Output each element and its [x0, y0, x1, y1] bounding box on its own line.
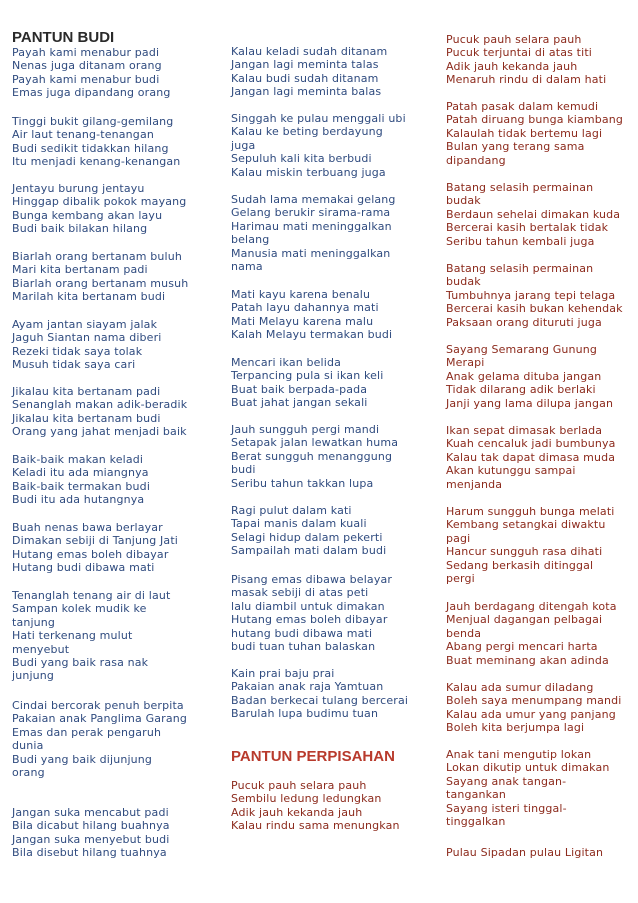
- poem-line: Mari kita bertanam padi: [12, 263, 148, 277]
- stanza-3-3: [446, 181, 636, 248]
- poem-line: tangankan: [446, 788, 506, 802]
- poem-line: Ragi pulut dalam kati: [231, 504, 352, 517]
- poem-line: Pucuk pauh selara pauh: [446, 33, 582, 46]
- poem-line: budi: [231, 463, 256, 477]
- stanza-2-3: [231, 193, 429, 273]
- poem-line: Hutang emas boleh dibayar: [231, 613, 388, 627]
- poem-line: Sedang berkasih ditinggal: [446, 558, 594, 572]
- poem-line: Jentayu burung jentayu: [12, 182, 145, 195]
- poem-line: Tidak dilarang adik berlaki: [446, 383, 596, 397]
- stanza-1-3: [12, 182, 210, 236]
- poem-line: Cindai bercorak penuh berpita: [12, 699, 184, 712]
- poem-line: Boleh saya menumpang mandi: [446, 694, 622, 708]
- stanza-2-2: [231, 112, 429, 179]
- poem-line: Mencari ikan belida: [231, 356, 341, 369]
- poem-line: Biarlah orang bertanam musuh: [12, 276, 189, 290]
- poem-line: Tinggi bukit gilang-gemilang: [12, 115, 174, 128]
- poem-line: Harum sungguh bunga melati: [446, 505, 615, 518]
- poem-line: Sayang Semarang Gunung: [446, 343, 598, 356]
- poem-line: Bulan yang terang sama: [446, 140, 585, 154]
- stanza-1-11: [12, 806, 210, 860]
- poem-line: pergi: [446, 572, 475, 586]
- poem-line: Akan kutunggu sampai: [446, 464, 576, 478]
- poem-line: Anak tani mengutip lokan: [446, 748, 592, 761]
- poem-line: pagi: [446, 531, 471, 545]
- poem-line: Kalau ada umur yang panjang: [446, 707, 616, 721]
- poem-line: Ayam jantan siayam jalak: [12, 318, 158, 331]
- poem-line: Dimakan sebiji di Tanjung Jati: [12, 534, 178, 548]
- heading-pantun-budi: PANTUN BUDI: [12, 29, 115, 46]
- poem-line: Seribu tahun takkan lupa: [231, 476, 374, 490]
- poem-line: Sepuluh kali kita berbudi: [231, 152, 372, 166]
- poem-line: Orang yang jahat menjadi baik: [12, 425, 187, 439]
- poem-line: Pucuk pauh selara pauh: [231, 779, 367, 792]
- poem-line: Senanglah makan adik-beradik: [12, 398, 188, 412]
- poem-line: Anak gelama dituba jangan: [446, 369, 602, 383]
- poem-line: Jaguh Siantan nama diberi: [12, 331, 162, 345]
- stanza-1-2: [12, 115, 210, 169]
- poem-line: Mati kayu karena benalu: [231, 288, 371, 301]
- poem-line: Pakaian anak Panglima Garang: [12, 712, 187, 726]
- stanza-3-5: [446, 343, 636, 410]
- poem-line: Berdaun sehelai dimakan kuda: [446, 207, 621, 221]
- poem-line: Hati terkenang mulut: [12, 629, 133, 643]
- poem-line: Jangan suka menyebut budi: [12, 832, 170, 846]
- poem-line: Kalaulah tidak bertemu lagi: [446, 126, 603, 140]
- poem-line: Boleh kita berjumpa lagi: [446, 721, 585, 735]
- poem-line: Tumbuhnya jarang tepi telaga: [446, 288, 616, 302]
- stanza-2-4: [231, 288, 429, 342]
- poem-line: Rezeki tidak saya tolak: [12, 344, 143, 358]
- poem-line: Kain prai baju prai: [231, 667, 335, 680]
- poem-line: Buah nenas bawa berlayar: [12, 521, 163, 534]
- poem-line: Lokan dikutip untuk dimakan: [446, 761, 610, 775]
- poem-line: Kuah cencaluk jadi bumbunya: [446, 437, 616, 451]
- poem-line: Buat jahat jangan sekali: [231, 396, 368, 410]
- stanza-1-8: [12, 521, 210, 575]
- poem-line: Marilah kita bertanam budi: [12, 290, 166, 304]
- poem-line: Biarlah orang bertanam buluh: [12, 250, 182, 263]
- stanza-1-4: [12, 250, 210, 304]
- stanza-1-1: [12, 46, 210, 100]
- poem-line: Kalau keladi sudah ditanam: [231, 45, 388, 58]
- poem-line: Payah kami menabur padi: [12, 46, 160, 59]
- poem-line: Hancur sungguh rasa dihati: [446, 545, 603, 559]
- poem-line: Bila dicabut hilang buahnya: [12, 819, 170, 833]
- poem-line: Adik jauh kekanda jauh: [446, 59, 578, 73]
- poem-line: Terpancing pula si ikan keli: [231, 369, 384, 383]
- poem-line: Ikan sepat dimasak berlada: [446, 424, 603, 437]
- poem-line: Hutang emas boleh dibayar: [12, 547, 169, 561]
- poem-line: Jangan lagi meminta balas: [231, 85, 382, 99]
- stanza-3-9: [446, 681, 636, 735]
- poem-line: Payah kami menabur budi: [12, 72, 160, 86]
- poem-line: Buat meminang akan adinda: [446, 653, 609, 667]
- stanza-3-1: [446, 33, 636, 87]
- poem-line: Jauh sungguh pergi mandi: [231, 423, 380, 436]
- poem-line: Pucuk terjuntai di atas titi: [446, 46, 593, 60]
- poem-line: belang: [231, 233, 270, 247]
- poem-line: Sampan kolek mudik ke: [12, 602, 147, 616]
- poem-line: Pisang emas dibawa belayar: [231, 573, 393, 586]
- poem-line: benda: [446, 626, 482, 640]
- poem-line: Batang selasih permainan: [446, 181, 594, 194]
- poem-line: dipandang: [446, 153, 506, 167]
- poem-line: Berat sungguh menanggung: [231, 449, 393, 463]
- poem-line: tanjung: [12, 615, 56, 629]
- poem-line: Gelang berukir sirama-rama: [231, 206, 391, 220]
- poem-line: Singgah ke pulau menggali ubi: [231, 112, 406, 125]
- poem-line: Tapai manis dalam kuali: [231, 517, 367, 531]
- poem-line: Patah layu dahannya mati: [231, 301, 379, 315]
- poem-line: Budi yang baik dijunjung: [12, 752, 153, 766]
- poem-line: Jangan lagi meminta talas: [231, 58, 379, 72]
- stanza-3-8: [446, 600, 636, 667]
- stanza-2-9: [231, 667, 429, 721]
- poem-line: Seribu tahun kembali juga: [446, 234, 595, 248]
- poem-line: Kembang setangkai diwaktu: [446, 518, 606, 532]
- poem-line: Tenanglah tenang air di laut: [12, 589, 171, 602]
- poem-line: dunia: [12, 739, 44, 753]
- poem-line: Hutang budi dibawa mati: [12, 561, 155, 575]
- poem-line: Pakaian anak raja Yamtuan: [231, 680, 384, 694]
- poem-line: juga: [231, 138, 256, 152]
- poem-line: Jikalau kita bertanam padi: [12, 385, 161, 398]
- poem-line: Menjual dagangan pelbagai: [446, 613, 603, 627]
- poem-line: Selagi hidup dalam pekerti: [231, 530, 383, 544]
- poem-line: Emas juga dipandang orang: [12, 86, 171, 100]
- stanza-3-4: [446, 262, 636, 329]
- poem-line: Menaruh rindu di dalam hati: [446, 73, 607, 87]
- poem-line: Emas dan perak pengaruh: [12, 725, 162, 739]
- poem-line: Sudah lama memakai gelang: [231, 193, 396, 206]
- poem-line: Mati Melayu karena malu: [231, 314, 374, 328]
- poem-line: Buat baik berpada-pada: [231, 382, 368, 396]
- poem-line: Hinggap dibalik pokok mayang: [12, 195, 187, 209]
- stanza-2-5: [231, 356, 429, 410]
- poem-line: budak: [446, 194, 481, 208]
- poem-line: Harimau mati meninggalkan: [231, 219, 392, 233]
- poem-line: Adik jauh kekanda jauh: [231, 805, 363, 819]
- poem-line: Kalau ada sumur diladang: [446, 681, 594, 694]
- poem-line: Janji yang lama dilupa jangan: [446, 396, 614, 410]
- poem-line: Keladi itu ada miangnya: [12, 466, 149, 480]
- poem-line: menjanda: [446, 477, 503, 491]
- poem-line: Bunga kembang akan layu: [12, 208, 163, 222]
- stanza-1-10: [12, 699, 210, 779]
- poem-line: Patah diruang bunga kiambang: [446, 113, 624, 127]
- poem-line: Batang selasih permainan: [446, 262, 594, 275]
- poem-line: menyebut: [12, 642, 70, 656]
- poem-line: Patah pasak dalam kemudi: [446, 100, 599, 113]
- poem-line: hutang budi dibawa mati: [231, 626, 373, 640]
- poem-line: Sampailah mati dalam budi: [231, 544, 387, 558]
- poem-line: Budi sedikit tidakkan hilang: [12, 141, 169, 155]
- poem-line: Nenas juga ditanam orang: [12, 59, 162, 73]
- poem-line: Abang pergi mencari harta: [446, 640, 598, 654]
- poem-line: Jikalau kita bertanam budi: [12, 411, 161, 425]
- poem-line: Pulau Sipadan pulau Ligitan: [446, 846, 604, 859]
- poem-line: Itu menjadi kenang-kenangan: [12, 155, 181, 169]
- poem-line: Bercerai kasih bukan kehendak: [446, 302, 623, 316]
- stanza-3-2: [446, 100, 636, 167]
- poem-line: Air laut tenang-tenangan: [12, 128, 154, 142]
- poem-line: Budi yang baik rasa nak: [12, 656, 149, 670]
- poem-line: Kalau rindu sama menungkan: [231, 819, 400, 833]
- poem-line: Budi itu ada hutangnya: [12, 493, 145, 507]
- poem-line: orang: [12, 766, 45, 780]
- stanza-3-6: [446, 424, 636, 491]
- stanza-2-7: [231, 504, 429, 558]
- stanza-1-9: [12, 589, 210, 683]
- poem-line: Barulah lupa budimu tuan: [231, 707, 379, 721]
- stanza-perpisahan-1: [231, 779, 429, 833]
- poem-line: budi tuan tuhan balaskan: [231, 640, 376, 654]
- poem-line: Jangan suka mencabut padi: [12, 806, 169, 819]
- poem-line: Musuh tidak saya cari: [12, 358, 136, 372]
- stanza-2-6: [231, 423, 429, 490]
- poem-line: nama: [231, 260, 263, 274]
- poem-line: Baik-baik makan keladi: [12, 453, 144, 466]
- poem-line: Kalah Melayu termakan budi: [231, 328, 393, 342]
- stanza-3-7: [446, 505, 636, 585]
- poem-line: Setapak jalan lewatkan huma: [231, 436, 399, 450]
- poem-line: Sayang isteri tinggal-: [446, 801, 567, 815]
- poem-line: Merapi: [446, 356, 485, 370]
- stanza-1-5: [12, 318, 210, 372]
- stanza-2-1: [231, 45, 429, 99]
- poem-line: Bila disebut hilang tuahnya: [12, 846, 167, 860]
- stanza-3-11: [446, 846, 636, 859]
- poem-line: Bercerai kasih bertalak tidak: [446, 221, 609, 235]
- poem-line: Kalau miskin terbuang juga: [231, 165, 386, 179]
- poem-line: Kalau tak dapat dimasa muda: [446, 450, 616, 464]
- poem-line: Baik-baik termakan budi: [12, 479, 151, 493]
- poem-line: lalu diambil untuk dimakan: [231, 599, 385, 613]
- stanza-1-7: [12, 453, 210, 507]
- poem-line: Sembilu ledung ledungkan: [231, 792, 382, 806]
- poem-line: Kalau budi sudah ditanam: [231, 71, 379, 85]
- stanza-3-10: [446, 748, 636, 828]
- poem-line: Manusia mati meninggalkan: [231, 246, 391, 260]
- poem-line: Badan berkecai tulang bercerai: [231, 693, 409, 707]
- poem-line: Jauh berdagang ditengah kota: [446, 600, 617, 613]
- poem-line: Sayang anak tangan-: [446, 774, 567, 788]
- poem-line: tinggalkan: [446, 815, 506, 829]
- stanza-1-6: [12, 385, 210, 439]
- poem-line: budak: [446, 275, 481, 289]
- heading-pantun-perpisahan: PANTUN PERPISAHAN: [231, 748, 395, 765]
- poem-line: junjung: [12, 669, 55, 683]
- poem-line: Budi baik bilakan hilang: [12, 222, 148, 236]
- poem-line: Paksaan orang dituruti juga: [446, 315, 602, 329]
- stanza-2-8: [231, 573, 429, 653]
- poem-line: Kalau ke beting berdayung: [231, 125, 383, 139]
- poem-line: masak sebiji di atas peti: [231, 586, 369, 600]
